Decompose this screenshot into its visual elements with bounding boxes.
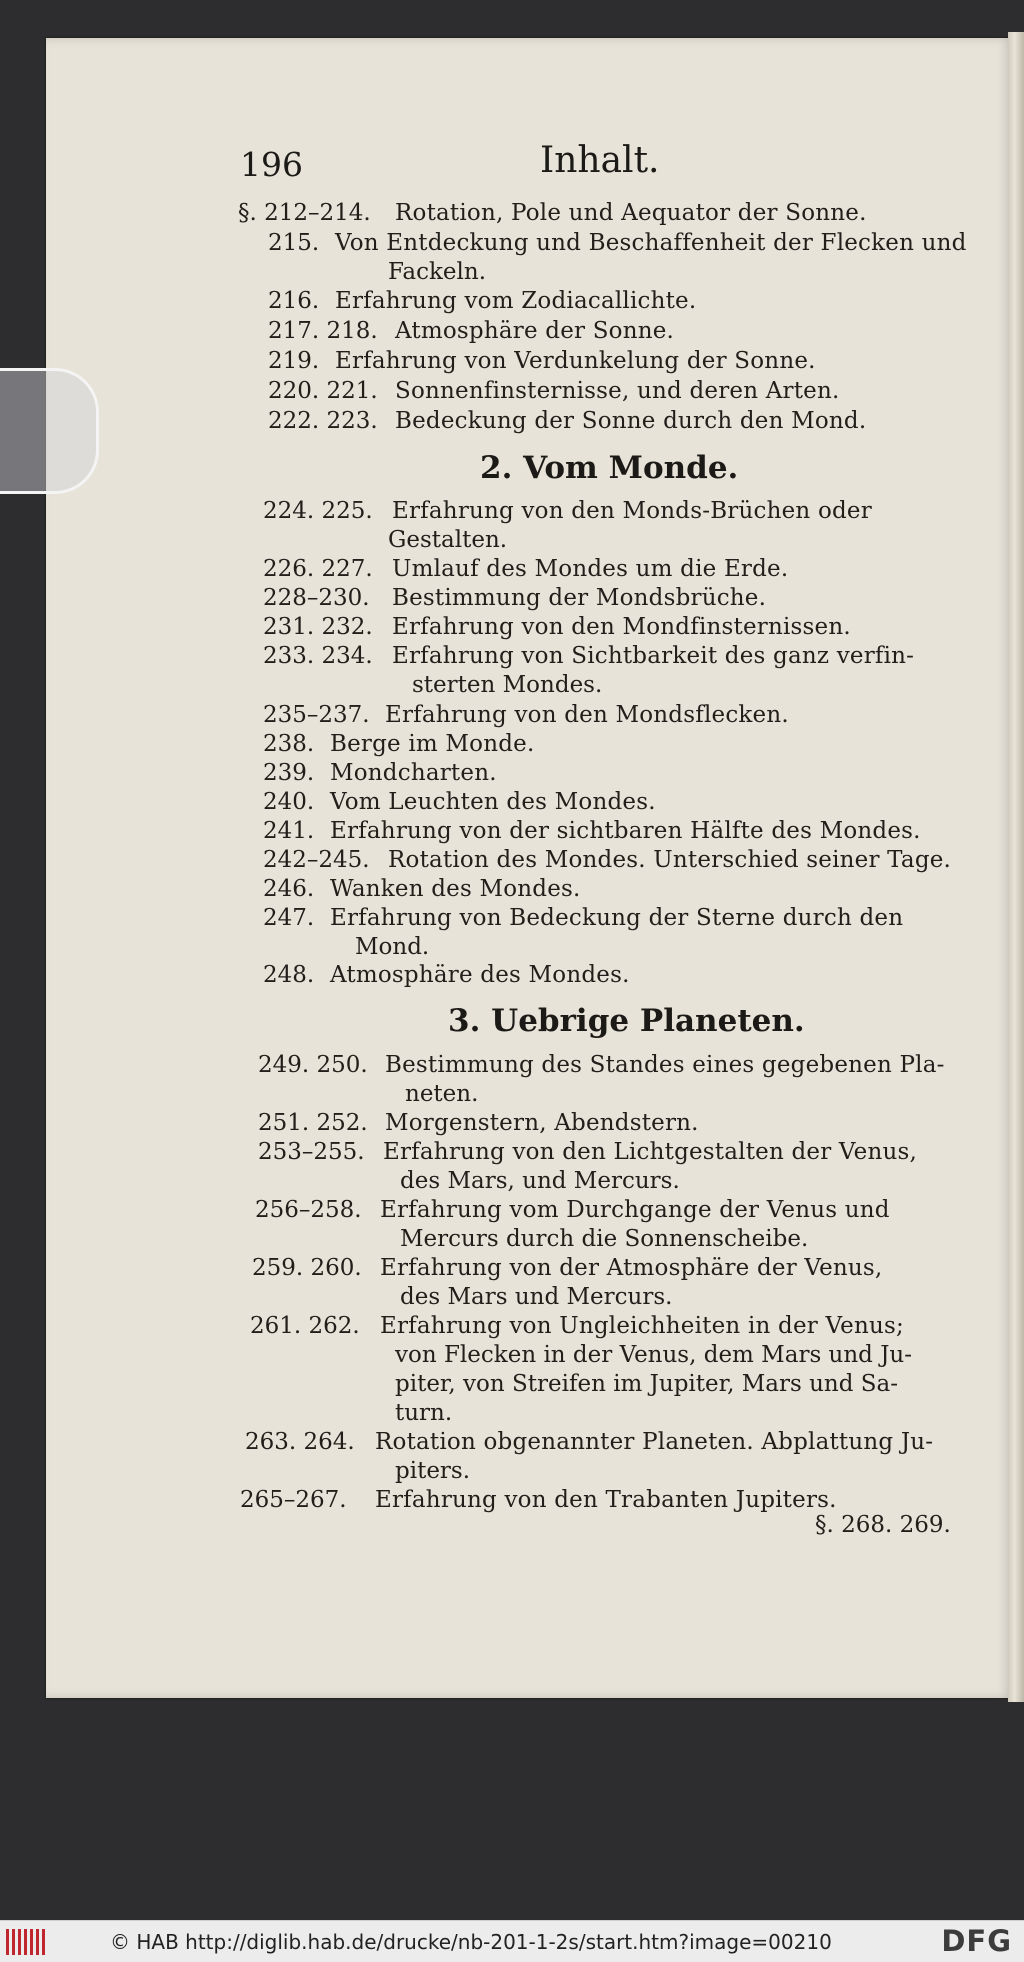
entry-text: Erfahrung von Sichtbarkeit des ganz verfin- [392,643,915,669]
entry-continuation: des Mars und Mercurs. [400,1284,673,1310]
entry-text: Erfahrung von den Monds-Brüchen oder [392,498,872,524]
entry-number: 216. [268,288,320,314]
entry-number: 240. [263,789,315,815]
viewer-footer [0,1920,1024,1962]
entry-number: 249. 250. [258,1052,368,1078]
entry-text: Berge im Monde. [330,731,535,757]
entry-number: 253–255. [258,1139,365,1165]
entry-number: 219. [268,348,320,374]
page-title: Inhalt. [540,140,660,181]
entry-continuation: turn. [395,1400,453,1426]
entry-number: 241. [263,818,315,844]
entry-number: 235–237. [263,702,370,728]
section-heading-planets: 3. Uebrige Planeten. [448,1003,805,1039]
entry-number: 242–245. [263,847,370,873]
entry-continuation: piter, von Streifen im Jupiter, Mars und Sa- [395,1371,899,1397]
entry-text: Erfahrung von Bedeckung der Sterne durch den [330,905,904,931]
entry-text: Erfahrung vom Durchgange der Venus und [380,1197,890,1223]
entry-number: 248. [263,962,315,988]
entry-text: Mondcharten. [330,760,497,786]
entry-number: 217. 218. [268,318,378,344]
entry-text: Erfahrung von den Mondfinsternissen. [392,614,851,640]
entry-text: Wanken des Mondes. [330,876,581,902]
dfg-logo: DFG [941,1924,1012,1958]
entry-text: Rotation des Mondes. Unterschied seiner Tage. [388,847,952,873]
entry-continuation: Mercurs durch die Sonnenscheibe. [400,1226,809,1252]
entry-text: Bestimmung des Standes eines gegebenen Pla- [385,1052,945,1078]
entry-number: 215. [268,230,320,256]
entry-number: 222. 223. [268,408,378,434]
entry-number: 231. 232. [263,614,373,640]
entry-text: Erfahrung von Ungleichheiten in der Venus; [380,1313,904,1339]
entry-text: Atmosphäre des Mondes. [330,962,630,988]
entry-text: Erfahrung von den Mondsflecken. [385,702,789,728]
entry-number: 256–258. [255,1197,362,1223]
entry-number: 228–230. [263,585,370,611]
entry-text: Bedeckung der Sonne durch den Mond. [395,408,867,434]
entry-text: Rotation, Pole und Aequator der Sonne. [395,200,867,226]
entry-continuation: piters. [395,1458,471,1484]
entry-continuation: Fackeln. [388,259,487,285]
entry-text: Erfahrung von der Atmosphäre der Venus, [380,1255,883,1281]
entry-number: 259. 260. [252,1255,362,1281]
copyright-link[interactable]: © HAB http://diglib.hab.de/drucke/nb-201-1-2s/start.htm?image=00210 [110,1930,832,1954]
entry-continuation: neten. [405,1081,479,1107]
entry-text: Sonnenfinsternisse, und deren Arten. [395,378,840,404]
entry-number: 247. [263,905,315,931]
entry-text: Erfahrung von den Lichtgestalten der Venus, [383,1139,917,1165]
entry-number: 246. [263,876,315,902]
entry-number: 265–267. [240,1487,347,1513]
entry-text: Atmosphäre der Sonne. [395,318,675,344]
entry-number: 224. 225. [263,498,373,524]
entry-number: 238. [263,731,315,757]
catchword: §. 268. 269. [815,1512,951,1538]
hab-logo-icon [6,1929,46,1955]
section-heading-moon: 2. Vom Monde. [480,450,739,486]
entry-text: Erfahrung von der sichtbaren Hälfte des Mondes. [330,818,921,844]
entry-number: 233. 234. [263,643,373,669]
entry-text: Vom Leuchten des Mondes. [330,789,656,815]
entry-text: Von Entdeckung und Beschaffenheit der Flecken und [335,230,967,256]
entry-text: Morgenstern, Abendstern. [385,1110,699,1136]
entry-text: Umlauf des Mondes um die Erde. [392,556,789,582]
entry-number: §. 212–214. [238,200,371,226]
entry-text: Erfahrung von den Trabanten Jupiters. [375,1487,837,1513]
entry-number: 251. 252. [258,1110,368,1136]
page-number: 196 [240,145,303,184]
entry-continuation: Mond. [355,934,430,960]
entry-text: Rotation obgenannter Planeten. Abplattung Ju- [375,1429,934,1455]
entry-text: Erfahrung von Verdunkelung der Sonne. [335,348,816,374]
entry-continuation: sterten Mondes. [412,672,603,698]
entry-number: 261. 262. [250,1313,360,1339]
entry-number: 239. [263,760,315,786]
page-clip [0,368,99,494]
entry-number: 226. 227. [263,556,373,582]
entry-number: 220. 221. [268,378,378,404]
entry-text: Erfahrung vom Zodiacallichte. [335,288,697,314]
entry-number: 263. 264. [245,1429,355,1455]
entry-continuation: Gestalten. [388,527,508,553]
entry-continuation: des Mars, und Mercurs. [400,1168,680,1194]
page-edge [1008,32,1024,1702]
entry-text: Bestimmung der Mondsbrüche. [392,585,767,611]
entry-continuation: von Flecken in der Venus, dem Mars und Ju- [395,1342,913,1368]
